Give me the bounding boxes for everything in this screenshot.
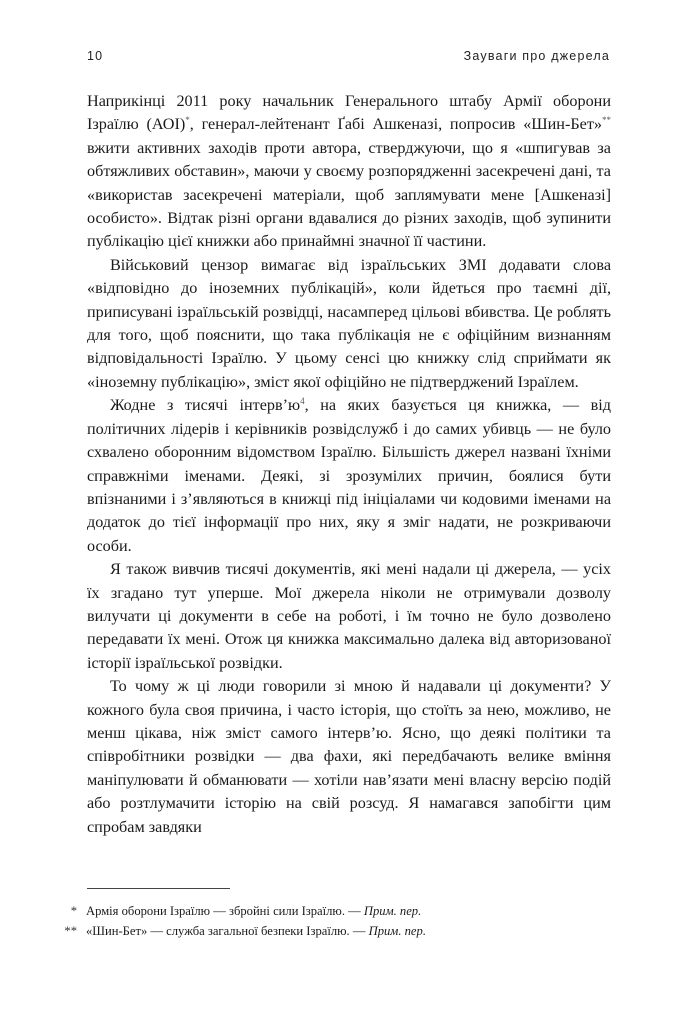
page-number: 10 <box>87 49 104 63</box>
running-header <box>87 49 610 69</box>
translator-note: Прим. пер. <box>368 924 426 938</box>
footnote-mark: ** <box>64 924 77 938</box>
paragraph-4: Я також вивчив тисячі документів, які мені надали ці джерела, — усіх їх згадано тут уперше. Мої джерела ніколи не отримували дозволу вилучати ці документи в себе на роботі, і їм точно не було дозволено передавати їх мені. Отож ця книжка максимально далека від авторизованої історії ізраїльської розвідки. <box>87 560 611 672</box>
footnote-ref-1: * <box>185 115 190 126</box>
footnote-text: Армія оборони Ізраїлю — збройні сили Ізраїлю. — <box>86 904 364 918</box>
footnote-divider <box>87 888 230 889</box>
footnote-ref-2: ** <box>602 115 611 126</box>
body-text <box>87 90 611 839</box>
footnotes <box>40 901 611 941</box>
footnote-text: «Шин-Бет» — служба загальної безпеки Ізраїлю. — <box>86 924 369 938</box>
footnote-mark: * <box>70 904 77 918</box>
paragraph-3: Жодне з тисячі $інтерв’ю^4$, на яких базується ця книжка, — від політичних лідерів і керівників розвідслужб і до самих убивць — не було схвалено оборонним відомством Ізраїлю. Більшість джерел названі їхніми справжніми іменами. Деякі, зі зрозумілих причин, боялися бути впізнаними і з’являються в книжці під ініціалами чи кодовими іменами на додаток до тієї інформації про них, яку я зміг надати, не розкриваючи особи. <box>87 396 612 555</box>
paragraph-2: Військовий цензор вимагає від ізраїльських ЗМІ додавати слова «відповідно до іноземних публікацій», коли йдеться про таємні дії, приписувані ізраїльській розвідці, насамперед цільові вбивства. Це роблять для того, щоб пояснити, що така публікація не є офіційним визнанням відповідальності Ізраїлю. У цьому сенсі цю книжку слід сприймати як «іноземну публікацію», зміст якої офіційно не підтверджений Ізраїлем. <box>87 255 611 391</box>
section-title: Зауваги про джерела <box>463 49 610 63</box>
paragraph-5: То чому ж ці люди говорили зі мною й надавали ці документи? У кожного була своя причина, і часто історія, що стоїть за нею, можливо, не менш цікава, ніж зміст самого інтерв’ю. Ясно, що деякі політики та співробітники розвідки — два фахи, які передбачають велике вміння маніпулювати й обманювати — хотіли нав’язати мені власну версію подій або розтлумачити історію на свій розсуд. Я намагався запобігти цим спробам завдяки <box>87 677 611 836</box>
endnote-ref-4: 4 <box>300 396 305 407</box>
paragraph-1: Наприкінці 2011 року начальник Генерального штабу Армії оборони Ізраїлю (АОІ)*, генерал-лейтенант Ґабі Ашкеназі, попросив «Шин-Бет»** вжити активних заходів проти автора, стверджуючи, що я «шпигував за обтяжливих обставин», маючи у своєму розпорядженні засекречені дані, та «використав засекречені матеріали, щоб заплямувати мене [Ашкеназі] особисто». Відтак різні органи вдавалися до різних заходів, щоб зупинити публікацію цієї книжки або принаймні значної її частини. <box>87 92 611 251</box>
footnote-2 <box>40 921 611 941</box>
footnote-1 <box>40 901 611 921</box>
translator-note: Прим. пер. <box>363 904 422 918</box>
